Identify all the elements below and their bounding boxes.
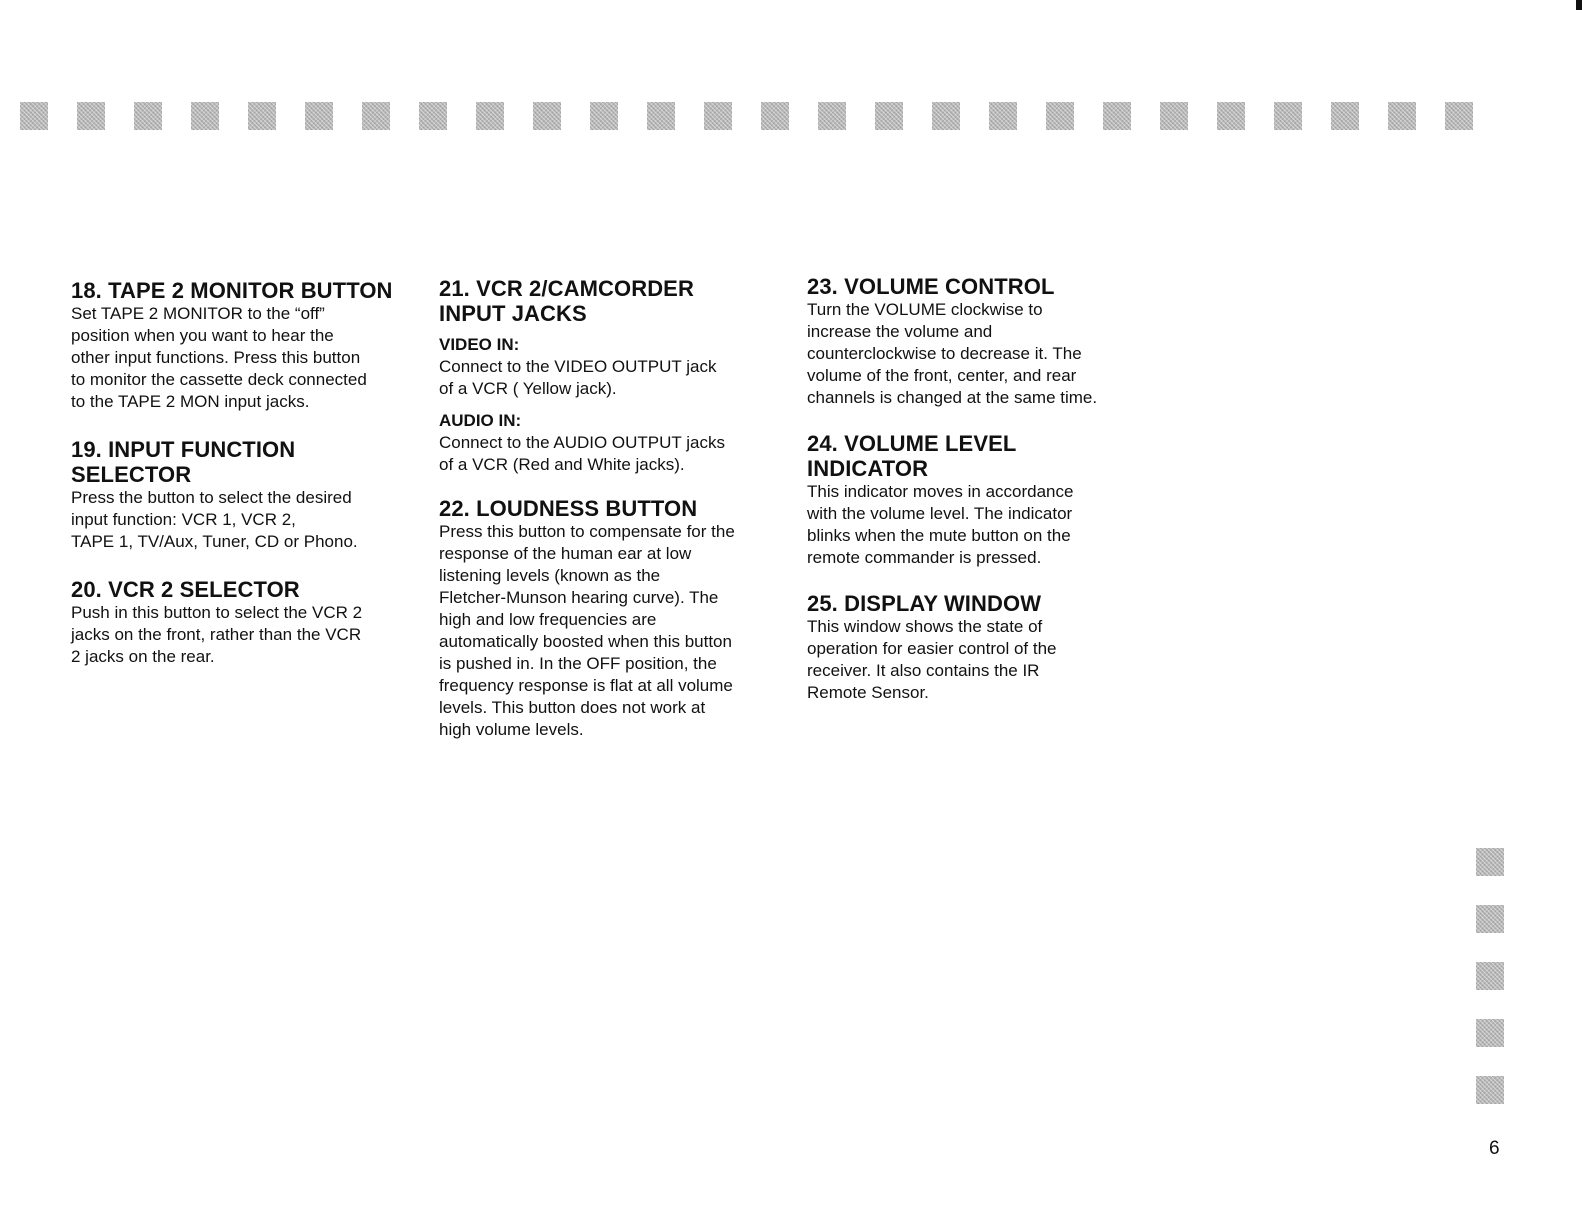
subsection-audio-in bbox=[439, 410, 779, 476]
band-square bbox=[1160, 102, 1188, 130]
band-square bbox=[533, 102, 561, 130]
band-square bbox=[305, 102, 333, 130]
column-left bbox=[71, 278, 411, 668]
section-vcr-2-camcorder-input-jacks bbox=[439, 276, 779, 476]
band-square bbox=[362, 102, 390, 130]
section-heading: 22. LOUDNESS BUTTON bbox=[439, 496, 698, 521]
band-square bbox=[248, 102, 276, 130]
section-vcr-2-selector bbox=[71, 577, 411, 668]
section-body: Turn the VOLUME clockwise to increase the volume and counterclockwise to decrease it. The volume of the front, center, and rear channels is changed at the same time. bbox=[807, 300, 1098, 407]
band-square bbox=[704, 102, 732, 130]
section-body: Press the button to select the desired input function: VCR 1, VCR 2, TAPE 1, TV/Aux, Tuner, CD or Phono. bbox=[71, 488, 358, 551]
section-heading: 23. VOLUME CONTROL bbox=[807, 274, 1055, 299]
band-square bbox=[20, 102, 48, 130]
section-loudness-button bbox=[439, 496, 779, 741]
band-square bbox=[476, 102, 504, 130]
band-square bbox=[1388, 102, 1416, 130]
band-square bbox=[1331, 102, 1359, 130]
section-volume-control bbox=[807, 274, 1147, 409]
section-heading: 25. DISPLAY WINDOW bbox=[807, 591, 1042, 616]
section-body: This window shows the state of operation for easier control of the receiver. It also contains the IR Remote Sensor. bbox=[807, 617, 1057, 702]
band-square bbox=[1103, 102, 1131, 130]
band-square bbox=[1046, 102, 1074, 130]
page-number: 6 bbox=[1489, 1138, 1500, 1159]
section-heading: 24. VOLUME LEVEL INDICATOR bbox=[807, 431, 1017, 481]
subsection-label: VIDEO IN: bbox=[439, 335, 520, 354]
section-body: Press this button to compensate for the response of the human ear at low listening levels (known as the Fletcher-Munson hearing curve). The high and low frequencies are automatically boosted when this button is pushed in. In the OFF position, the frequency response is flat at all volume levels. This button does not work at high volume levels. bbox=[439, 522, 735, 739]
column-right bbox=[807, 274, 1147, 704]
subsection-video-in bbox=[439, 334, 779, 400]
section-body: Set TAPE 2 MONITOR to the “off” position when you want to hear the other input functions. Press this button to monitor the cassette deck connected to the TAPE 2 MON input jacks. bbox=[71, 304, 367, 411]
section-tape-2-monitor-button bbox=[71, 278, 411, 413]
band-square bbox=[875, 102, 903, 130]
section-heading: 19. INPUT FUNCTION SELECTOR bbox=[71, 437, 296, 487]
band-square bbox=[989, 102, 1017, 130]
band-square bbox=[1476, 1019, 1504, 1047]
band-square bbox=[647, 102, 675, 130]
corner-mark bbox=[1576, 0, 1582, 10]
subsection-body: Connect to the VIDEO OUTPUT jack of a VCR ( Yellow jack). bbox=[439, 357, 717, 398]
section-volume-level-indicator bbox=[807, 431, 1147, 569]
top-decorative-band bbox=[20, 102, 1482, 130]
band-square bbox=[1476, 1076, 1504, 1104]
band-square bbox=[1445, 102, 1473, 130]
side-decorative-band bbox=[1476, 848, 1504, 1104]
band-square bbox=[191, 102, 219, 130]
section-heading: 18. TAPE 2 MONITOR BUTTON bbox=[71, 278, 393, 303]
section-heading: 20. VCR 2 SELECTOR bbox=[71, 577, 300, 602]
band-square bbox=[77, 102, 105, 130]
section-display-window bbox=[807, 591, 1147, 704]
band-square bbox=[1217, 102, 1245, 130]
section-body: This indicator moves in accordance with the volume level. The indicator blinks when the mute button on the remote commander is pressed. bbox=[807, 482, 1074, 567]
subsection-body: Connect to the AUDIO OUTPUT jacks of a VCR (Red and White jacks). bbox=[439, 433, 725, 474]
section-heading: 21. VCR 2/CAMCORDER INPUT JACKS bbox=[439, 276, 694, 326]
column-middle bbox=[439, 276, 779, 741]
subsection-label: AUDIO IN: bbox=[439, 411, 522, 430]
band-square bbox=[932, 102, 960, 130]
band-square bbox=[761, 102, 789, 130]
band-square bbox=[1476, 848, 1504, 876]
band-square bbox=[419, 102, 447, 130]
band-square bbox=[134, 102, 162, 130]
band-square bbox=[1476, 905, 1504, 933]
band-square bbox=[818, 102, 846, 130]
band-square bbox=[1476, 962, 1504, 990]
section-input-function-selector bbox=[71, 437, 411, 553]
band-square bbox=[590, 102, 618, 130]
section-body: Push in this button to select the VCR 2 jacks on the front, rather than the VCR 2 jacks on the rear. bbox=[71, 603, 363, 666]
band-square bbox=[1274, 102, 1302, 130]
